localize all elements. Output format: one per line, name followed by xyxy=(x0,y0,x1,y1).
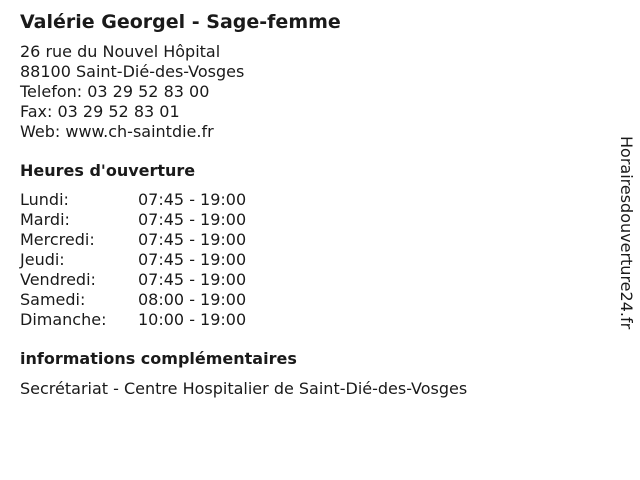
hours-day: Lundi: xyxy=(20,190,69,209)
hours-day: Vendredi: xyxy=(20,270,96,289)
hours-day: Samedi: xyxy=(20,290,86,309)
hours-row-thursday xyxy=(20,250,590,270)
contact-block xyxy=(20,42,590,142)
hours-day: Dimanche: xyxy=(20,310,107,329)
hours-row-sunday xyxy=(20,310,590,330)
hours-time: 07:45 - 19:00 xyxy=(138,190,247,209)
hours-row-wednesday xyxy=(20,230,590,250)
info-text: Secrétariat - Centre Hospitalier de Saint-Dié-des-Vosges xyxy=(20,379,468,398)
street-address: 26 rue du Nouvel Hôpital xyxy=(20,42,221,61)
hours-table xyxy=(20,190,590,330)
site-watermark: Horairesdouverture24.fr xyxy=(617,136,636,330)
hours-row-monday xyxy=(20,190,590,210)
hours-time: 07:45 - 19:00 xyxy=(138,210,247,229)
hours-time: 08:00 - 19:00 xyxy=(138,290,247,309)
fax-number: Fax: 03 29 52 83 01 xyxy=(20,102,180,121)
hours-day: Mercredi: xyxy=(20,230,95,249)
website: Web: www.ch-saintdie.fr xyxy=(20,122,214,141)
phone-number: Telefon: 03 29 52 83 00 xyxy=(20,82,210,101)
info-heading: informations complémentaires xyxy=(20,349,297,368)
hours-row-tuesday xyxy=(20,210,590,230)
hours-time: 10:00 - 19:00 xyxy=(138,310,247,329)
hours-row-friday xyxy=(20,270,590,290)
hours-day: Jeudi: xyxy=(20,250,65,269)
hours-heading: Heures d'ouverture xyxy=(20,161,196,180)
city-address: 88100 Saint-Dié-des-Vosges xyxy=(20,62,245,81)
hours-row-saturday xyxy=(20,290,590,310)
listing-card xyxy=(20,10,590,400)
hours-day: Mardi: xyxy=(20,210,70,229)
hours-time: 07:45 - 19:00 xyxy=(138,230,247,249)
hours-time: 07:45 - 19:00 xyxy=(138,250,247,269)
page-title: Valérie Georgel - Sage-femme xyxy=(20,11,341,33)
hours-time: 07:45 - 19:00 xyxy=(138,270,247,289)
